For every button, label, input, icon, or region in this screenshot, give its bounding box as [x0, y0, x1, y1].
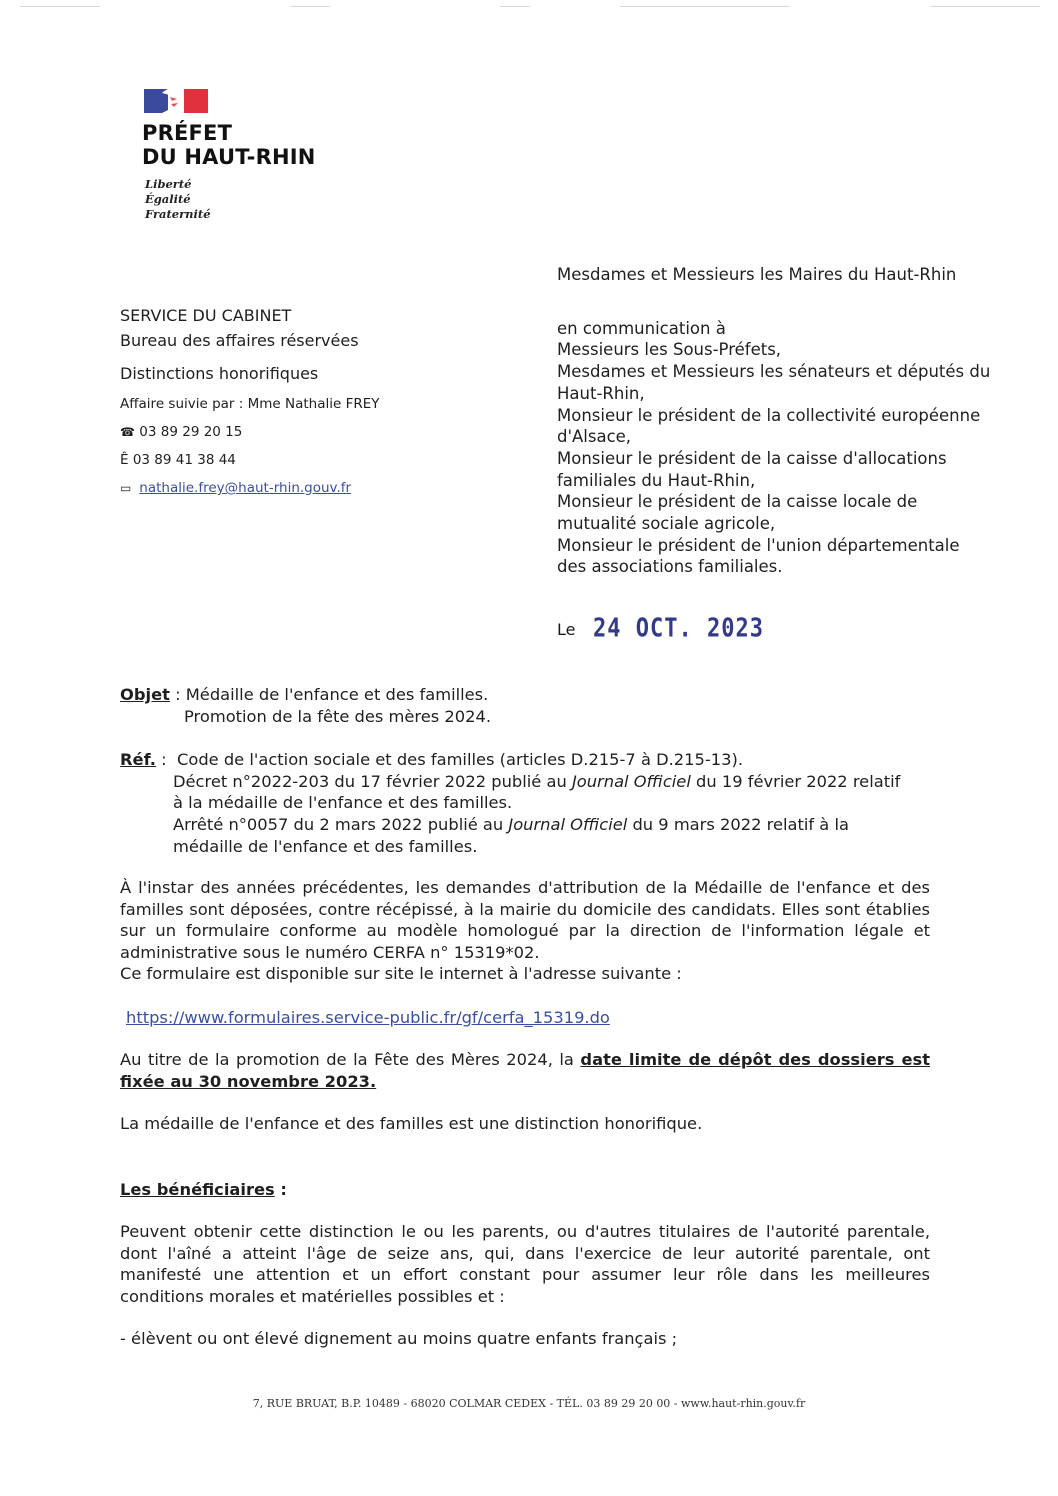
- paragraph-date-limite: Au titre de la promotion de la Fête des Mères 2024, la date limite de dépôt des dossiers est fixée au 30 novembre 2023.: [120, 1050, 930, 1091]
- cerfa-link[interactable]: https://www.formulaires.service-public.fr/gf/cerfa_15319.do: [126, 1008, 610, 1027]
- prefet-title: PRÉFET DU HAUT-RHIN: [142, 121, 316, 169]
- recipient-line: Monsieur le président de la caisse d'allocations: [557, 448, 947, 468]
- marianne-logo-icon: [144, 89, 208, 113]
- computer-icon: ▭: [120, 481, 132, 495]
- distinctions-label: Distinctions honorifiques: [120, 364, 319, 383]
- ref-label: Réf.: [120, 750, 156, 769]
- recipient-line: Haut-Rhin,: [557, 383, 645, 403]
- recipient-line: Messieurs les Sous-Préfets,: [557, 340, 782, 360]
- ref-line: à la médaille de l'enfance et des familles.: [173, 793, 513, 813]
- phone-number: 03 89 29 20 15: [139, 424, 243, 440]
- date-limite-text: date limite de dépôt des dossiers est fixée au 30 novembre 2023.: [120, 1050, 930, 1091]
- ref-line: Arrêté n°0057 du 2 mars 2022 publié au Journal Officiel du 9 mars 2022 relatif à la: [173, 815, 849, 835]
- fax-row: [120, 452, 236, 468]
- beneficiaires-heading: Les bénéficiaires :: [120, 1180, 287, 1199]
- recipient-line: des associations familiales.: [557, 557, 783, 577]
- beneficiaires-text: Peuvent obtenir cette distinction le ou les parents, ou d'autres titulaires de l'autorité parentale, dont l'aîné a atteint l'âge de seize ans, qui, dans l'exercice de leur autorité parentale, ont manifesté une attention et un effort constant pour assumer leur rôle dans les meilleures conditions morales et matérielles possibles et :: [120, 1222, 930, 1307]
- date-stamp: 24 OCT. 2023: [593, 614, 764, 644]
- service-name: SERVICE DU CABINET: [120, 306, 292, 325]
- ref-line: Code de l'action sociale et des familles (articles D.215-7 à D.215-13).: [176, 750, 744, 769]
- objet-line: Promotion de la fête des mères 2024.: [184, 706, 492, 726]
- email-row: [120, 480, 351, 496]
- recipient-line: Monsieur le président de la collectivité européenne: [557, 405, 981, 425]
- recipient-line: en communication à: [557, 318, 726, 338]
- recipient-line: d'Alsace,: [557, 427, 632, 447]
- recipient-line: Mesdames et Messieurs les sénateurs et députés du: [557, 362, 991, 382]
- recipient-line: Monsieur le président de l'union départementale: [557, 535, 960, 555]
- paragraph-demandes: À l'instar des années précédentes, les demandes d'attribution de la Médaille de l'enfance et des familles sont déposées, contre récépissé, à la mairie du domicile des candidats. Elles sont établies sur un formulaire conforme au modèle homologué par la direction de l'information légale et administrative sous le numéro CERFA n° 15319*02.: [120, 878, 930, 963]
- telephone-icon: ☎: [120, 425, 135, 439]
- objet-label: Objet: [120, 685, 170, 704]
- recipient-primary: Mesdames et Messieurs les Maires du Haut-Rhin: [557, 265, 957, 284]
- devise: Liberté Égalité Fraternité: [145, 177, 211, 221]
- scan-artifact: [930, 6, 1040, 7]
- phone-row: [120, 424, 242, 440]
- scan-artifact: [290, 6, 330, 7]
- scan-artifact: [500, 6, 530, 7]
- bureau-name: Bureau des affaires réservées: [120, 331, 359, 350]
- recipient-line: familiales du Haut-Rhin,: [557, 470, 756, 490]
- affaire-suivie: Affaire suivie par : Mme Nathalie FREY: [120, 396, 380, 412]
- ref-line: médaille de l'enfance et des familles.: [173, 836, 478, 856]
- objet-line: Médaille de l'enfance et des familles.: [185, 685, 489, 704]
- ref-line: Décret n°2022-203 du 17 février 2022 publié au Journal Officiel du 19 février 2022 relatif: [173, 771, 901, 791]
- email-link[interactable]: nathalie.frey@haut-rhin.gouv.fr: [139, 480, 352, 496]
- scan-artifact: [20, 6, 100, 7]
- paragraph-distinction: La médaille de l'enfance et des familles est une distinction honorifique.: [120, 1114, 703, 1133]
- recipient-line: mutualité sociale agricole,: [557, 514, 776, 534]
- paragraph-formulaire: Ce formulaire est disponible sur site le internet à l'adresse suivante :: [120, 964, 682, 983]
- fax-icon: Ê: [120, 452, 129, 468]
- scan-artifact: [620, 6, 790, 7]
- reference-block: Réf. : Code de l'action sociale et des familles (articles D.215-7 à D.215-13). Décret n°2022-203 du 17 février 2022 publié au Journal Officiel du 19 février 2022 relatif à la médaille de l'enfance et des familles. Arrêté n°0057 du 2 mars 2022 publié au Journal Officiel du 9 mars 2022 relatif à la médaille de l'enfance et des familles.: [120, 749, 930, 858]
- date-prefix: Le: [557, 620, 576, 639]
- footer-address: 7, RUE BRUAT, B.P. 10489 - 68020 COLMAR CEDEX - TÉL. 03 89 29 20 00 - www.haut-rhin.gouv.fr: [252, 1397, 806, 1410]
- objet-block: Objet : Médaille de l'enfance et des familles. Promotion de la fête des mères 2024.: [120, 684, 930, 727]
- recipients-block: [557, 264, 1017, 578]
- recipient-line: Monsieur le président de la caisse locale de: [557, 492, 918, 512]
- fax-number: 03 89 41 38 44: [132, 452, 236, 468]
- beneficiaires-bullet: - élèvent ou ont élevé dignement au moins quatre enfants français ;: [120, 1329, 678, 1348]
